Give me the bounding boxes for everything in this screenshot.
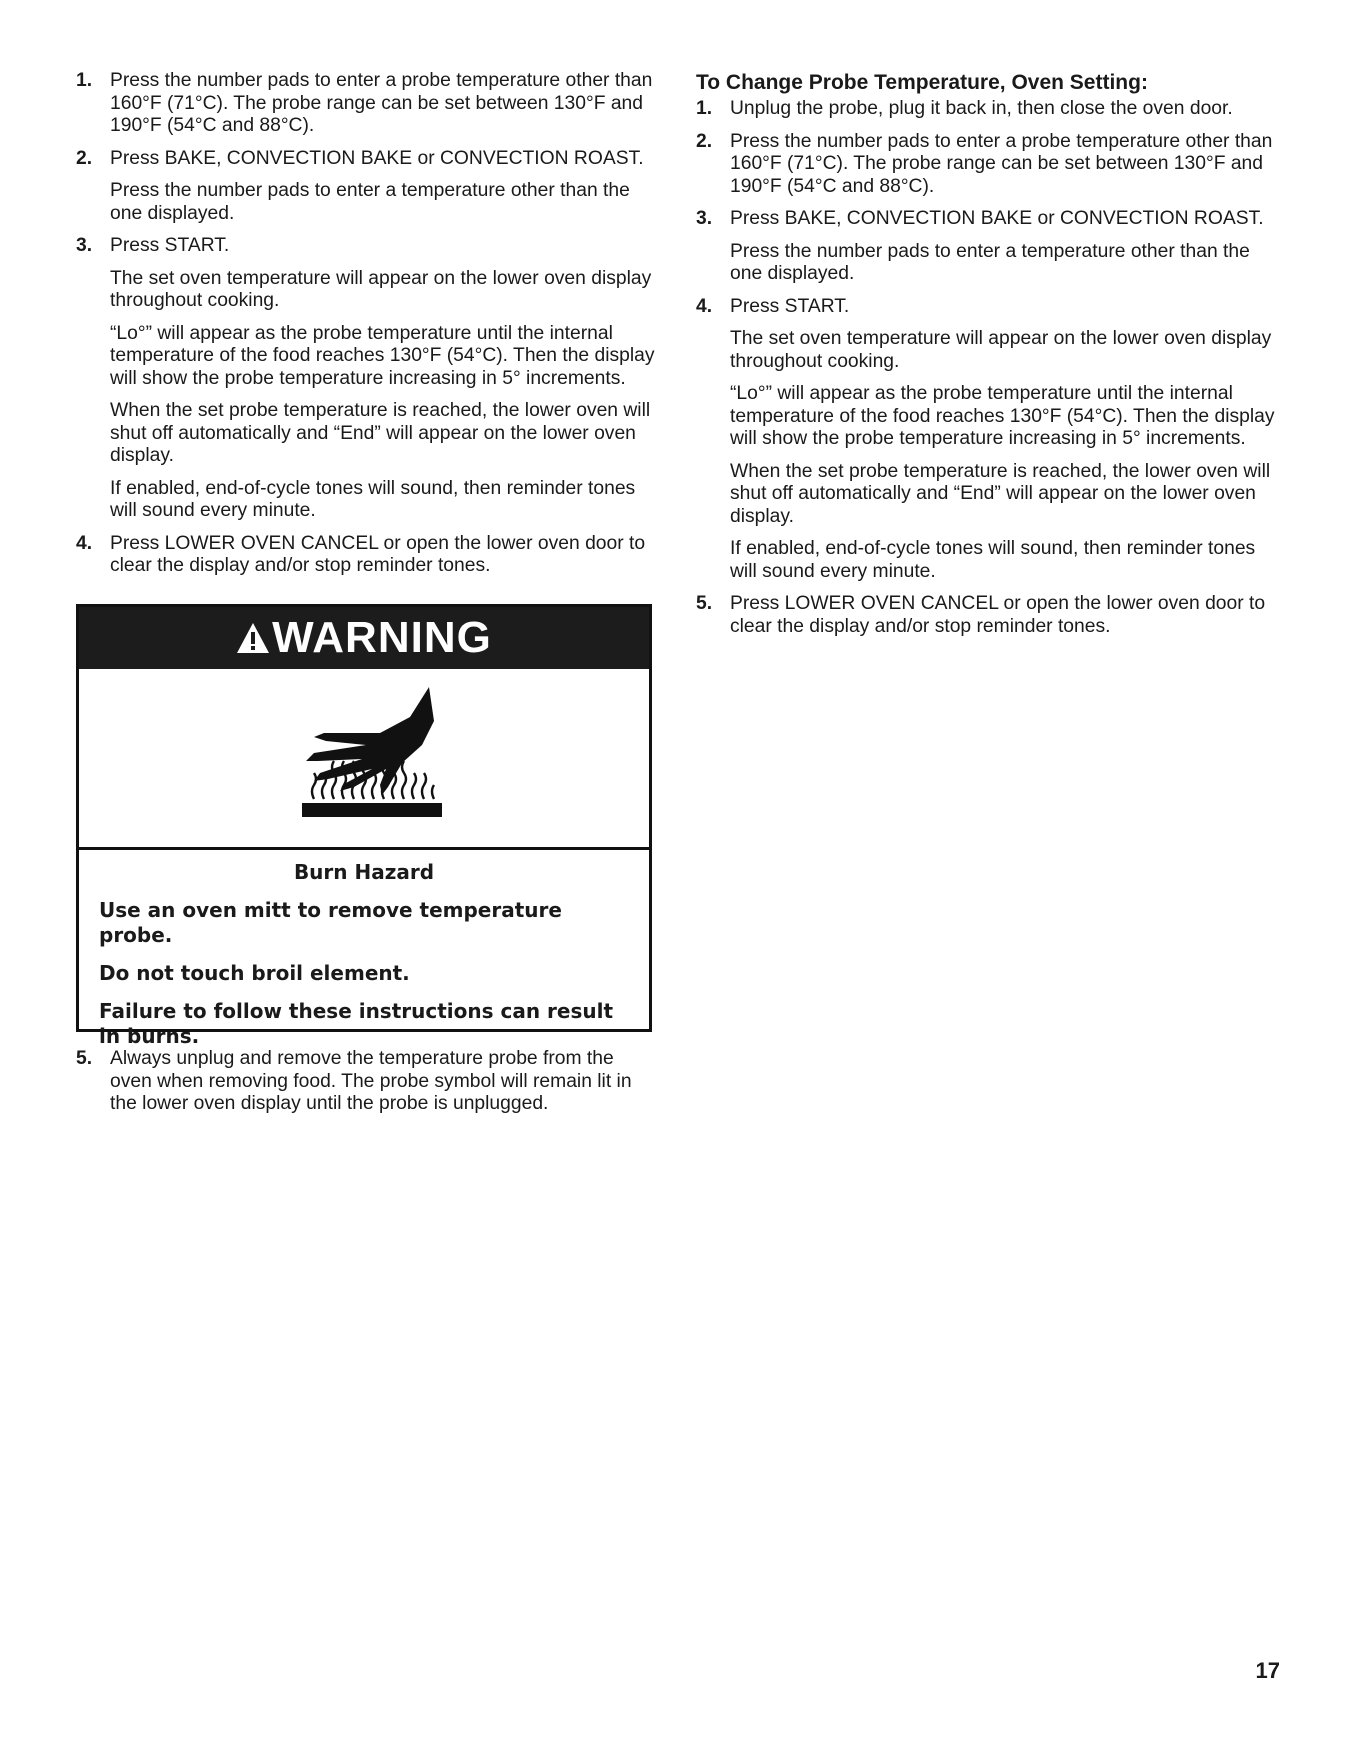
step-text: Press the number pads to enter a temperature other than the one displayed. — [730, 240, 1250, 284]
left-step-4 — [76, 533, 656, 578]
page-number: 17 — [1255, 1658, 1280, 1683]
burn-hazard-pictogram — [79, 669, 649, 850]
step-text: Press BAKE, CONVECTION BAKE or CONVECTION ROAST. — [730, 208, 1264, 229]
step-text: Press START. — [110, 235, 230, 256]
step-number: 5. — [696, 593, 713, 614]
left-step-2 — [76, 148, 656, 226]
step-text: “Lo°” will appear as the probe temperature until the internal temperature of the food reaches 130°F (54°C). Then the display will show the probe temperature increasing in 5° increments. — [110, 322, 655, 389]
step-number: 1. — [696, 98, 713, 119]
warning-header — [79, 607, 649, 669]
step-text: When the set probe temperature is reached, the lower oven will shut off automatically and “End” will appear on the lower oven display. — [110, 400, 651, 466]
step-text: If enabled, end-of-cycle tones will sound, then reminder tones will sound every minute. — [110, 477, 636, 521]
left-step-5-container — [76, 1048, 656, 1126]
step-number: 3. — [696, 208, 713, 229]
warning-line: Failure to follow these instructions can result in burns. — [99, 999, 614, 1048]
step-text: Press BAKE, CONVECTION BAKE or CONVECTION ROAST. — [110, 147, 644, 169]
right-step-4 — [696, 296, 1286, 584]
left-step-1 — [76, 70, 656, 138]
warning-line: Do not touch broil element. — [99, 961, 410, 985]
section-heading: To Change Probe Temperature, Oven Setting: — [696, 71, 1148, 94]
right-step-5 — [696, 593, 1286, 638]
step-text: Press the number pads to enter a temperature other than the one displayed. — [110, 180, 630, 224]
warning-text — [79, 850, 649, 1049]
step-text: When the set probe temperature is reached, the lower oven will shut off automatically and “End” will appear on the lower oven display. — [730, 460, 1271, 527]
step-text: Press LOWER OVEN CANCEL or open the lower oven door to clear the display and/or stop reminder tones. — [730, 593, 1266, 637]
warning-header-text: WARNING — [272, 613, 492, 662]
step-number: 3. — [76, 235, 93, 256]
step-number: 5. — [76, 1048, 93, 1069]
step-text: The set oven temperature will appear on the lower oven display throughout cooking. — [110, 267, 652, 311]
warning-line: Use an oven mitt to remove temperature probe. — [99, 898, 562, 947]
right-step-3 — [696, 208, 1286, 286]
step-number: 1. — [76, 70, 93, 91]
step-number: 2. — [76, 147, 93, 169]
right-step-2 — [696, 131, 1286, 199]
step-number: 4. — [76, 532, 93, 554]
warning-box — [76, 604, 652, 1048]
step-text: The set oven temperature will appear on the lower oven display throughout cooking. — [730, 328, 1272, 372]
hot-surface-hand-icon — [284, 687, 449, 827]
right-step-1 — [696, 98, 1286, 121]
step-text: Press START. — [730, 295, 850, 317]
left-step-5 — [76, 1048, 656, 1116]
right-column — [696, 70, 1286, 648]
step-text: Unplug the probe, plug it back in, then close the oven door. — [730, 98, 1233, 119]
step-text: Press the number pads to enter a probe temperature other than 160°F (71°C). The probe range can be set between 130°F and 190°F (54°C and 88°C). — [730, 130, 1273, 197]
step-text: Press the number pads to enter a probe temperature other than 160°F (71°C). The probe range can be set between 130°F and 190°F (54°C and 88°C). — [110, 70, 653, 136]
step-text: If enabled, end-of-cycle tones will sound, then reminder tones will sound every minute. — [730, 538, 1256, 582]
step-text: Press LOWER OVEN CANCEL or open the lower oven door to clear the display and/or stop reminder tones. — [110, 532, 646, 576]
warning-triangle-icon — [236, 621, 270, 655]
left-column — [76, 70, 656, 588]
left-step-3 — [76, 235, 656, 523]
step-text: “Lo°” will appear as the probe temperature until the internal temperature of the food reaches 130°F (54°C). Then the display will show the probe temperature increasing in 5° increments. — [730, 383, 1275, 449]
warning-title: Burn Hazard — [293, 860, 435, 884]
step-number: 2. — [696, 130, 713, 152]
step-text: Always unplug and remove the temperature probe from the oven when removing food. The probe symbol will remain lit in the lower oven display until the probe is unplugged. — [110, 1048, 632, 1114]
step-number: 4. — [696, 295, 713, 317]
